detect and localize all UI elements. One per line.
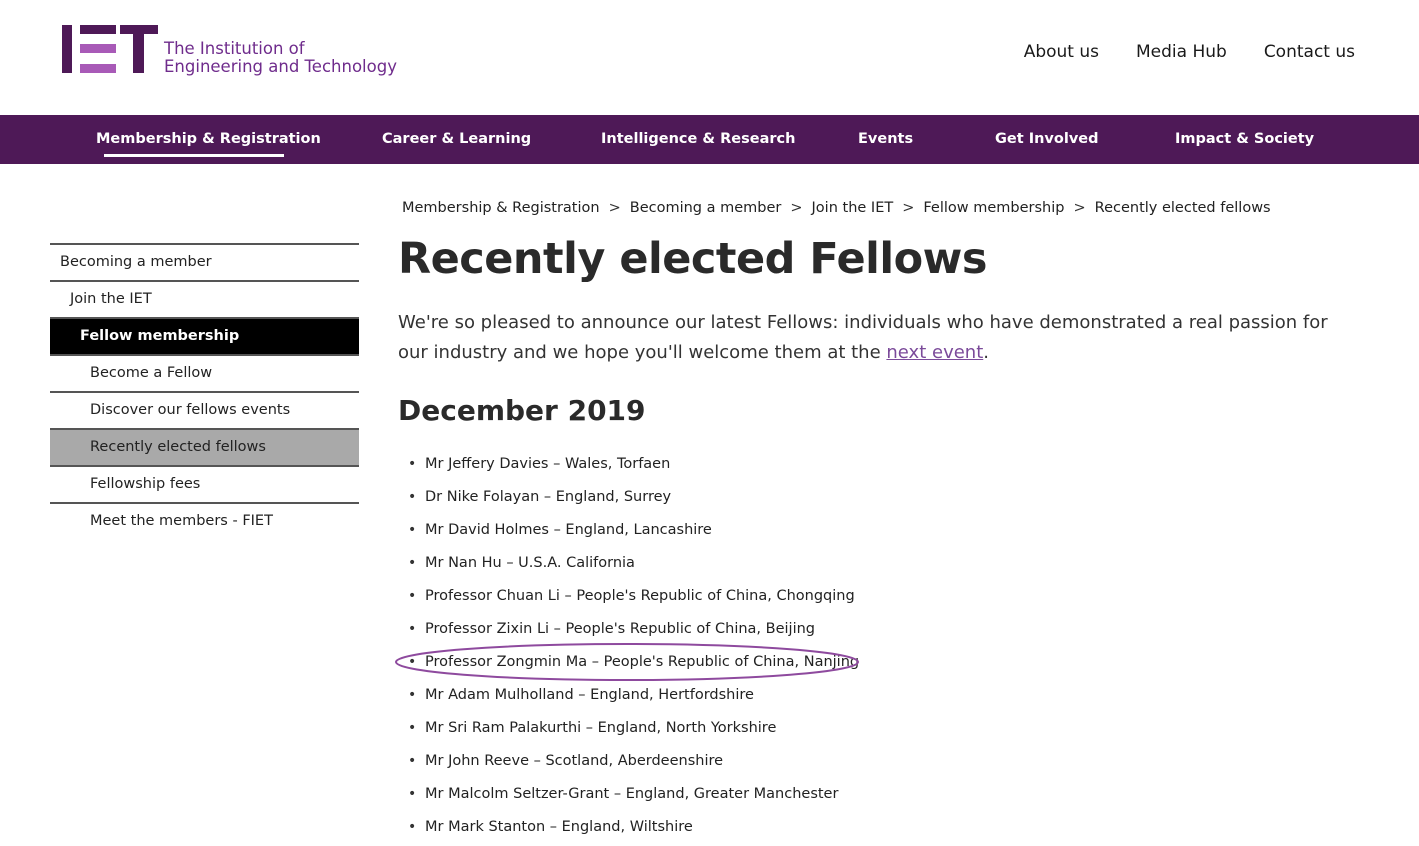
fellow-list-item: • Mr David Holmes – England, Lancashire xyxy=(408,516,859,549)
breadcrumb-separator: > xyxy=(790,200,803,216)
sidenav-fellow-membership[interactable]: Fellow membership xyxy=(50,317,359,354)
nav-active-indicator xyxy=(104,154,284,157)
breadcrumb-separator: > xyxy=(608,200,621,216)
intro-text: We're so pleased to announce our latest Fellows: individuals who have demonstrated a real passion for our industry and we hope you'll welcome them at the xyxy=(398,312,1328,363)
breadcrumb-current-page: Recently elected fellows xyxy=(1094,200,1271,216)
top-link-media-hub[interactable]: Media Hub xyxy=(1136,42,1227,62)
fellow-list-item: • Mr Jeffery Davies – Wales, Torfaen xyxy=(408,450,859,483)
fellow-list-item: • Dr Nike Folayan – England, Surrey xyxy=(408,483,859,516)
intro-paragraph xyxy=(398,308,1338,368)
page-title: Recently elected Fellows xyxy=(398,234,987,284)
logo-wordmark xyxy=(164,40,397,76)
nav-membership-registration[interactable]: Membership & Registration xyxy=(96,131,321,147)
top-link-about-us[interactable]: About us xyxy=(1023,42,1099,62)
breadcrumb-separator: > xyxy=(1073,200,1086,216)
utility-nav xyxy=(1024,42,1355,62)
nav-get-involved[interactable]: Get Involved xyxy=(995,131,1099,147)
breadcrumb-fellow-membership[interactable]: Fellow membership xyxy=(923,200,1065,216)
sidenav-recently-elected-fellows[interactable]: Recently elected fellows xyxy=(50,428,359,465)
breadcrumb-membership-registration[interactable]: Membership & Registration xyxy=(402,200,600,216)
fellow-list-item: • Professor Zixin Li – People's Republic of China, Beijing xyxy=(408,615,859,648)
fellow-list-item: • Mr Adam Mulholland – England, Hertfordshire xyxy=(408,681,859,714)
fellows-list xyxy=(408,450,859,846)
breadcrumb-becoming-a-member[interactable]: Becoming a member xyxy=(629,200,782,216)
fellow-list-item: • Mr Malcolm Seltzer-Grant – England, Greater Manchester xyxy=(408,780,859,813)
breadcrumb xyxy=(402,200,1271,216)
breadcrumb-separator: > xyxy=(902,200,915,216)
intro-text-end: . xyxy=(983,342,989,363)
section-heading-december-2019: December 2019 xyxy=(398,394,646,427)
top-link-contact-us[interactable]: Contact us xyxy=(1263,42,1355,62)
fellow-list-item: • Mr Sri Ram Palakurthi – England, North Yorkshire xyxy=(408,714,859,747)
breadcrumb-join-the-iet[interactable]: Join the IET xyxy=(811,200,894,216)
logo-line-1: The Institution of xyxy=(164,39,305,58)
iet-logo-mark-icon xyxy=(60,24,160,74)
fellow-list-item: • Mr John Reeve – Scotland, Aberdeenshire xyxy=(408,747,859,780)
nav-career-learning[interactable]: Career & Learning xyxy=(382,131,532,147)
fellow-list-item: • Professor Chuan Li – People's Republic of China, Chongqing xyxy=(408,582,859,615)
side-nav xyxy=(50,243,359,539)
fellow-list-item: • Mr Nan Hu – U.S.A. California xyxy=(408,549,859,582)
fellow-list-item-highlighted: • Professor Zongmin Ma – People's Republic of China, Nanjing xyxy=(408,648,859,681)
nav-events[interactable]: Events xyxy=(858,131,914,147)
sidenav-discover-fellows-events[interactable]: Discover our fellows events xyxy=(50,391,359,428)
next-event-link[interactable]: next event xyxy=(886,342,984,363)
sidenav-fellowship-fees[interactable]: Fellowship fees xyxy=(50,465,359,502)
sidenav-meet-the-members[interactable]: Meet the members - FIET xyxy=(50,502,359,539)
sidenav-join-the-iet[interactable]: Join the IET xyxy=(50,280,359,317)
fellow-list-item: • Mr Mark Stanton – England, Wiltshire xyxy=(408,813,859,846)
sidenav-become-a-fellow[interactable]: Become a Fellow xyxy=(50,354,359,391)
nav-intelligence-research[interactable]: Intelligence & Research xyxy=(601,131,796,147)
nav-impact-society[interactable]: Impact & Society xyxy=(1175,131,1315,147)
sidenav-becoming-a-member[interactable]: Becoming a member xyxy=(50,243,359,280)
logo-line-2: Engineering and Technology xyxy=(164,57,397,76)
site-header xyxy=(0,0,1419,115)
